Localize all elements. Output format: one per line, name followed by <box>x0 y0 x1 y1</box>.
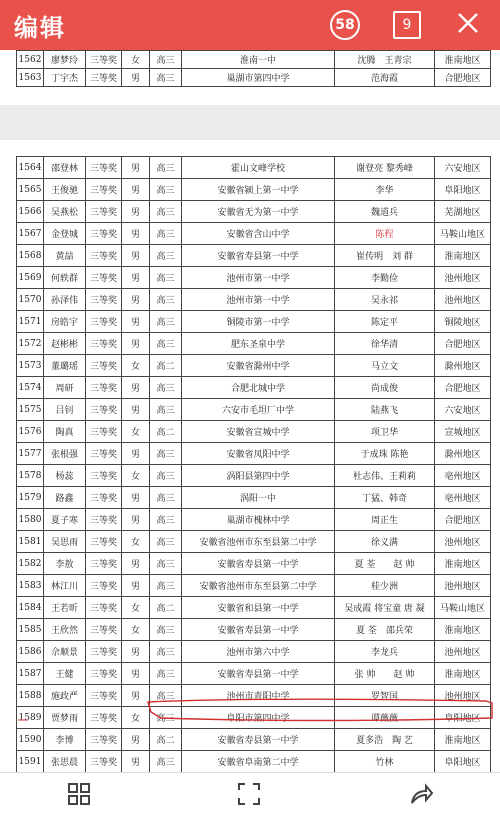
table-cell: 男 <box>122 245 150 267</box>
table-cell: 宣城地区 <box>435 421 491 443</box>
table-cell: 吴思雨 <box>44 531 86 553</box>
table-cell: 王健 <box>44 663 86 685</box>
table-cell: 佘顺景 <box>44 641 86 663</box>
table-cell: 三等奖 <box>86 487 122 509</box>
table-cell: 巢湖市第四中学 <box>182 69 335 87</box>
table-cell: 廖梦玲 <box>44 51 86 69</box>
table-cell: 吴永祁 <box>335 289 435 311</box>
table-cell: 男 <box>122 157 150 179</box>
table-cell: 三等奖 <box>86 289 122 311</box>
table-cell: 王若昕 <box>44 597 86 619</box>
table-cell: 阜阳地区 <box>435 707 491 729</box>
table-cell: 尚成俊 <box>335 377 435 399</box>
table-cell: 高三 <box>150 377 182 399</box>
table-row <box>17 663 491 685</box>
table-cell: 1563 <box>17 69 44 87</box>
table-cell: 淮南地区 <box>435 663 491 685</box>
table-cell: 安徽省池州市东至县第二中学 <box>182 575 335 597</box>
table-cell: 亳州地区 <box>435 465 491 487</box>
table-cell: 董璐瑶 <box>44 355 86 377</box>
table-row <box>17 553 491 575</box>
table-cell: 高三 <box>150 641 182 663</box>
table-cell: 阜阳地区 <box>435 751 491 773</box>
table-cell: 三等奖 <box>86 51 122 69</box>
table-cell: 高三 <box>150 531 182 553</box>
table-cell: 安徽省凤阳中学 <box>182 443 335 465</box>
table-cell: 池州地区 <box>435 575 491 597</box>
table-cell: 高三 <box>150 443 182 465</box>
table-cell: 池州市第六中学 <box>182 641 335 663</box>
table-row <box>17 487 491 509</box>
table-cell: 徐华清 <box>335 333 435 355</box>
table-cell: 芜湖地区 <box>435 201 491 223</box>
table-cell: 三等奖 <box>86 399 122 421</box>
table-cell: 王俊驰 <box>44 179 86 201</box>
table-cell: 安徽省颍上第一中学 <box>182 179 335 201</box>
table-cell: 亳州地区 <box>435 487 491 509</box>
table-cell: 李博 <box>44 729 86 751</box>
table-cell: 夏 荃 赵 帅 <box>335 553 435 575</box>
table-cell: 1591 <box>17 751 44 773</box>
table-cell: 男 <box>122 641 150 663</box>
table-row <box>17 157 491 179</box>
table-cell: 高三 <box>150 51 182 69</box>
table-cell: 高三 <box>150 201 182 223</box>
table-cell: 六安地区 <box>435 157 491 179</box>
table-cell: 张根强 <box>44 443 86 465</box>
table-cell: 三等奖 <box>86 421 122 443</box>
table-cell: 铜陵市第一中学 <box>182 311 335 333</box>
table-row <box>17 729 491 751</box>
table-cell: 安徽省池州市东至县第二中学 <box>182 531 335 553</box>
table-cell: 高三 <box>150 289 182 311</box>
table-cell: 林江川 <box>44 575 86 597</box>
table-cell: 夏 荃 邵兵荣 <box>335 619 435 641</box>
table-cell: 男 <box>122 575 150 597</box>
table-cell: 三等奖 <box>86 465 122 487</box>
table-cell: 范海霞 <box>335 69 435 87</box>
table-cell: 邵登林 <box>44 157 86 179</box>
table-cell: 淮南地区 <box>435 553 491 575</box>
table-cell: 三等奖 <box>86 179 122 201</box>
table-cell: 池州市第一中学 <box>182 289 335 311</box>
table-cell: 高三 <box>150 157 182 179</box>
table-cell: 安徽省寿县第一中学 <box>182 729 335 751</box>
table-row <box>17 597 491 619</box>
table-cell: 女 <box>122 597 150 619</box>
table-cell: 女 <box>122 421 150 443</box>
table-cell: 男 <box>122 685 150 707</box>
table-cell: 高三 <box>150 179 182 201</box>
table-cell: 崔传明 刘 群 <box>335 245 435 267</box>
table-cell: 谢登亮 黎秀峰 <box>335 157 435 179</box>
table-cell: 合肥地区 <box>435 69 491 87</box>
grid-view-icon[interactable] <box>66 781 92 807</box>
table-row <box>17 465 491 487</box>
table-cell: 安徽省寿县第一中学 <box>182 619 335 641</box>
table-cell: 李勤俭 <box>335 267 435 289</box>
table-row <box>17 69 491 87</box>
table-cell: 涡阳一中 <box>182 487 335 509</box>
table-cell: 1589 <box>17 707 44 729</box>
table-cell: 丁猛、韩奇 <box>335 487 435 509</box>
table-cell: 路鑫 <box>44 487 86 509</box>
award-table-previous <box>16 50 491 87</box>
table-cell: 淮南地区 <box>435 619 491 641</box>
table-cell: 女 <box>122 619 150 641</box>
table-cell: 1576 <box>17 421 44 443</box>
table-cell: 赵彬彬 <box>44 333 86 355</box>
table-cell: 淮南地区 <box>435 51 491 69</box>
table-cell: 巢湖市槐林中学 <box>182 509 335 531</box>
table-cell: 谭薇薇 <box>335 707 435 729</box>
table-cell: 高三 <box>150 575 182 597</box>
table-cell: 马鞍山地区 <box>435 597 491 619</box>
table-cell: 淮南地区 <box>435 729 491 751</box>
table-row <box>17 641 491 663</box>
table-cell: 施政严 <box>44 685 86 707</box>
table-cell: 安徽省宣城中学 <box>182 421 335 443</box>
table-cell: 三等奖 <box>86 685 122 707</box>
table-row <box>17 575 491 597</box>
table-row <box>17 223 491 245</box>
table-cell: 徐义满 <box>335 531 435 553</box>
table-cell: 淮南地区 <box>435 245 491 267</box>
table-cell: 罗智国 <box>335 685 435 707</box>
table-cell: 男 <box>122 267 150 289</box>
table-cell: 高三 <box>150 663 182 685</box>
table-row <box>17 289 491 311</box>
table-cell: 安徽省寿县第一中学 <box>182 663 335 685</box>
table-cell: 女 <box>122 355 150 377</box>
table-cell: 高三 <box>150 399 182 421</box>
table-cell: 李敖 <box>44 553 86 575</box>
table-row <box>17 399 491 421</box>
table-cell: 高三 <box>150 487 182 509</box>
table-row <box>17 355 491 377</box>
table-cell: 三等奖 <box>86 663 122 685</box>
table-cell: 李龙兵 <box>335 641 435 663</box>
table-cell: 女 <box>122 51 150 69</box>
table-cell: 三等奖 <box>86 597 122 619</box>
table-cell: 张思晨 <box>44 751 86 773</box>
table-cell: 池州地区 <box>435 641 491 663</box>
table-cell: 1565 <box>17 179 44 201</box>
table-row <box>17 619 491 641</box>
table-cell: 合肥地区 <box>435 509 491 531</box>
table-cell: 涡阳县第四中学 <box>182 465 335 487</box>
table-cell: 陆燕飞 <box>335 399 435 421</box>
table-cell: 霍山文峰学校 <box>182 157 335 179</box>
table-cell: 1572 <box>17 333 44 355</box>
table-cell: 安徽省滁州中学 <box>182 355 335 377</box>
table-cell: 男 <box>122 487 150 509</box>
table-cell: 1578 <box>17 465 44 487</box>
table-cell: 男 <box>122 377 150 399</box>
table-cell: 三等奖 <box>86 641 122 663</box>
table-cell: 男 <box>122 443 150 465</box>
table-cell: 三等奖 <box>86 509 122 531</box>
table-row <box>17 751 491 773</box>
close-icon[interactable] <box>454 9 482 37</box>
table-cell: 沈腾 王青宗 <box>335 51 435 69</box>
table-cell: 阜阳地区 <box>435 179 491 201</box>
table-cell: 三等奖 <box>86 333 122 355</box>
table-cell: 贾梦雨 <box>44 707 86 729</box>
table-cell: 池州地区 <box>435 267 491 289</box>
table-cell: 1573 <box>17 355 44 377</box>
table-row <box>17 201 491 223</box>
table-cell: 高三 <box>150 751 182 773</box>
table-cell: 竹林 <box>335 751 435 773</box>
table-cell: 铜陵地区 <box>435 311 491 333</box>
table-cell: 1567 <box>17 223 44 245</box>
table-cell: 男 <box>122 663 150 685</box>
table-cell: 1570 <box>17 289 44 311</box>
table-cell: 三等奖 <box>86 619 122 641</box>
table-row <box>17 51 491 69</box>
table-cell: 女 <box>122 531 150 553</box>
table-cell: 高三 <box>150 333 182 355</box>
table-cell: 淮南一中 <box>182 51 335 69</box>
table-cell: 高三 <box>150 707 182 729</box>
edit-title[interactable]: 编辑 <box>14 14 66 42</box>
table-cell: 张 帅 赵 帅 <box>335 663 435 685</box>
table-cell: 高三 <box>150 223 182 245</box>
table-cell: 安徽省无为第一中学 <box>182 201 335 223</box>
table-cell: 马立文 <box>335 355 435 377</box>
table-cell: 三等奖 <box>86 223 122 245</box>
table-cell: 六安市毛坦厂中学 <box>182 399 335 421</box>
table-row <box>17 377 491 399</box>
table-cell: 于成珠 陈艳 <box>335 443 435 465</box>
table-cell: 三等奖 <box>86 157 122 179</box>
table-cell: 男 <box>122 179 150 201</box>
table-cell: 男 <box>122 289 150 311</box>
table-cell: 1587 <box>17 663 44 685</box>
table-cell: 1588 <box>17 685 44 707</box>
table-cell: 女 <box>122 707 150 729</box>
table-cell: 吴成霞 将宝童 唐 凝 <box>335 597 435 619</box>
table-cell: 男 <box>122 399 150 421</box>
table-cell: 高二 <box>150 355 182 377</box>
table-row <box>17 267 491 289</box>
table-row <box>17 531 491 553</box>
document-page-previous <box>0 50 500 105</box>
table-cell: 六安地区 <box>435 399 491 421</box>
table-cell: 合肥地区 <box>435 333 491 355</box>
table-cell: 三等奖 <box>86 729 122 751</box>
table-cell: 池州地区 <box>435 685 491 707</box>
table-row <box>17 245 491 267</box>
table-cell: 高三 <box>150 311 182 333</box>
table-cell: 阜阳市第四中学 <box>182 707 335 729</box>
table-cell: 高二 <box>150 421 182 443</box>
table-cell: 三等奖 <box>86 751 122 773</box>
table-cell: 三等奖 <box>86 443 122 465</box>
table-row <box>17 179 491 201</box>
top-bar <box>0 0 500 50</box>
table-cell: 1566 <box>17 201 44 223</box>
table-cell: 杨蕊 <box>44 465 86 487</box>
table-cell: 1562 <box>17 51 44 69</box>
table-cell: 陶真 <box>44 421 86 443</box>
table-row <box>17 443 491 465</box>
table-cell: 吕钊 <box>44 399 86 421</box>
document-page-current <box>0 140 500 772</box>
table-cell: 三等奖 <box>86 531 122 553</box>
page-count-icon[interactable]: 58 <box>330 10 360 40</box>
table-cell: 房皓宇 <box>44 311 86 333</box>
table-cell: 周研 <box>44 377 86 399</box>
table-cell: 1569 <box>17 267 44 289</box>
table-cell: 陈定平 <box>335 311 435 333</box>
table-cell: 1590 <box>17 729 44 751</box>
table-cell: 黄喆 <box>44 245 86 267</box>
table-row <box>17 421 491 443</box>
table-cell: 1577 <box>17 443 44 465</box>
table-cell: 合肥北城中学 <box>182 377 335 399</box>
table-cell: 1586 <box>17 641 44 663</box>
table-cell: 男 <box>122 509 150 531</box>
table-cell: 夏多浩 陶 艺 <box>335 729 435 751</box>
table-cell: 桂少洲 <box>335 575 435 597</box>
table-cell: 杜志伟、王莉莉 <box>335 465 435 487</box>
table-cell: 池州地区 <box>435 289 491 311</box>
table-cell: 夏子寒 <box>44 509 86 531</box>
table-cell: 李华 <box>335 179 435 201</box>
table-cell: 肥东圣泉中学 <box>182 333 335 355</box>
table-cell: 安徽省寿县第一中学 <box>182 245 335 267</box>
table-cell: 周正生 <box>335 509 435 531</box>
table-cell: 男 <box>122 729 150 751</box>
table-cell: 男 <box>122 333 150 355</box>
table-row <box>17 311 491 333</box>
table-cell: 三等奖 <box>86 267 122 289</box>
table-cell: 三等奖 <box>86 575 122 597</box>
bottom-toolbar <box>0 772 500 824</box>
table-cell: 项卫华 <box>335 421 435 443</box>
table-cell: 1564 <box>17 157 44 179</box>
table-cell: 男 <box>122 311 150 333</box>
table-cell: 安徽省含山中学 <box>182 223 335 245</box>
table-cell: 金登城 <box>44 223 86 245</box>
table-cell: 三等奖 <box>86 377 122 399</box>
table-cell: 1571 <box>17 311 44 333</box>
fullscreen-icon[interactable] <box>236 781 262 807</box>
table-cell: 池州地区 <box>435 531 491 553</box>
table-cell: 男 <box>122 553 150 575</box>
table-cell: 1582 <box>17 553 44 575</box>
table-cell: 1585 <box>17 619 44 641</box>
table-cell: 1584 <box>17 597 44 619</box>
table-cell: 高二 <box>150 597 182 619</box>
table-cell: 高三 <box>150 619 182 641</box>
table-cell: 安徽省和县第一中学 <box>182 597 335 619</box>
table-cell: 孙泽伟 <box>44 289 86 311</box>
table-cell: 高三 <box>150 465 182 487</box>
table-cell: 三等奖 <box>86 355 122 377</box>
table-cell: 安徽省寿县第一中学 <box>182 553 335 575</box>
table-cell: 三等奖 <box>86 201 122 223</box>
share-icon[interactable] <box>408 781 434 807</box>
table-cell: 魏道兵 <box>335 201 435 223</box>
table-cell: 丁宇杰 <box>44 69 86 87</box>
table-cell: 高三 <box>150 245 182 267</box>
table-cell: 女 <box>122 465 150 487</box>
table-cell: 1581 <box>17 531 44 553</box>
table-cell: 池州市第一中学 <box>182 267 335 289</box>
table-cell: 三等奖 <box>86 707 122 729</box>
page-number-icon[interactable]: 9 <box>393 11 421 39</box>
table-cell: 高三 <box>150 685 182 707</box>
highlight-annotation <box>16 698 494 724</box>
table-cell: 高三 <box>150 267 182 289</box>
table-cell: 1579 <box>17 487 44 509</box>
table-row <box>17 509 491 531</box>
table-cell: 男 <box>122 751 150 773</box>
table-cell: 王欣然 <box>44 619 86 641</box>
table-cell: 马鞍山地区 <box>435 223 491 245</box>
table-cell: 滁州地区 <box>435 443 491 465</box>
table-cell: 安徽省阜南第二中学 <box>182 751 335 773</box>
table-cell: 滁州地区 <box>435 355 491 377</box>
table-cell: 高三 <box>150 509 182 531</box>
table-cell: 男 <box>122 69 150 87</box>
table-cell: 三等奖 <box>86 69 122 87</box>
table-cell: 三等奖 <box>86 311 122 333</box>
table-cell: 1575 <box>17 399 44 421</box>
table-cell: 男 <box>122 201 150 223</box>
table-cell: 高三 <box>150 553 182 575</box>
table-cell: 池州市青阳中学 <box>182 685 335 707</box>
table-cell: 吴燕松 <box>44 201 86 223</box>
table-cell: 高三 <box>150 69 182 87</box>
table-cell: 陈程 <box>335 223 435 245</box>
table-cell: 高二 <box>150 729 182 751</box>
table-cell: 三等奖 <box>86 553 122 575</box>
table-row <box>17 333 491 355</box>
table-cell: 合肥地区 <box>435 377 491 399</box>
table-cell: 何轶群 <box>44 267 86 289</box>
table-cell: 三等奖 <box>86 245 122 267</box>
table-cell: 男 <box>122 223 150 245</box>
table-cell: 1574 <box>17 377 44 399</box>
table-cell: 1568 <box>17 245 44 267</box>
table-cell: 1583 <box>17 575 44 597</box>
table-cell: 1580 <box>17 509 44 531</box>
